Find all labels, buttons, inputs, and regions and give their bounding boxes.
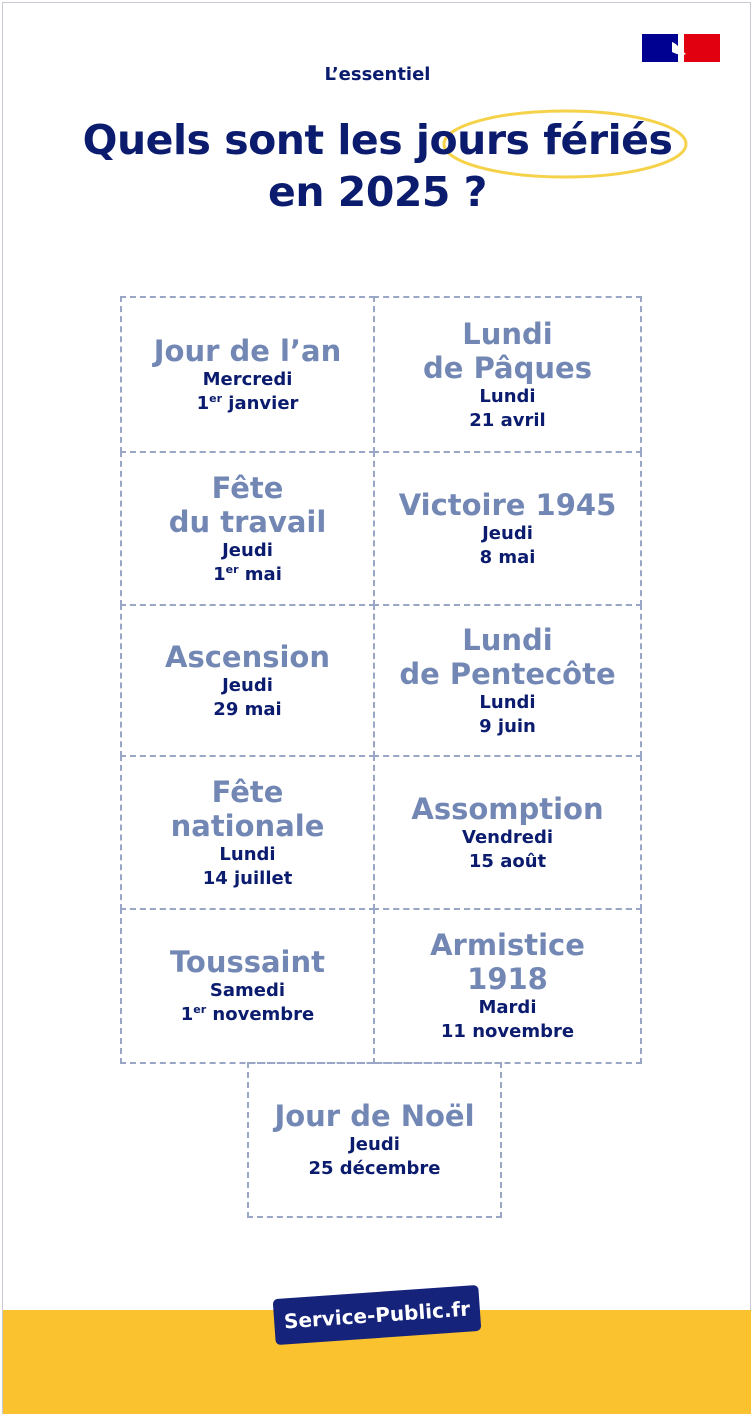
holiday-date: 1er mai: [213, 562, 282, 585]
french-flag-logo: [642, 34, 720, 62]
holiday-card-ascension: [120, 604, 375, 757]
holiday-name-line1: Armistice: [430, 928, 585, 962]
holiday-name-line2: de Pentecôte: [399, 656, 616, 691]
holiday-date: 8 mai: [479, 546, 536, 568]
holiday-name: Victoire 1945: [398, 487, 617, 522]
holiday-date: 1er novembre: [180, 1003, 315, 1025]
holiday-date: 15 août: [468, 850, 547, 872]
holiday-weekday: Jeudi: [222, 674, 273, 696]
holiday-weekday: Vendredi: [462, 826, 553, 848]
kicker-label: L’essentiel: [324, 64, 431, 85]
holiday-card-lundi-de-paques: [373, 296, 642, 453]
holiday-date: 25 décembre: [308, 1158, 441, 1179]
holiday-name-line1: Fête: [211, 470, 284, 505]
holiday-weekday: Mercredi: [202, 368, 293, 390]
holiday-weekday: Jeudi: [349, 1134, 400, 1155]
holiday-date: 21 avril: [469, 409, 546, 431]
holiday-name: Jour de Noël: [274, 1099, 475, 1133]
holiday-card-lundi-de-pentecote: [373, 604, 642, 757]
holiday-name-line1: Fête: [211, 774, 284, 809]
holiday-weekday: Jeudi: [482, 522, 533, 544]
holiday-name-line1: Lundi: [462, 316, 553, 351]
holiday-card-jour-de-noel: [247, 1062, 502, 1218]
holiday-name: Ascension: [165, 639, 330, 674]
holiday-date: 14 juillet: [202, 867, 293, 889]
holiday-weekday: Lundi: [219, 843, 276, 865]
holiday-name: Assomption: [411, 791, 604, 826]
holiday-name: Toussaint: [169, 945, 326, 979]
holiday-card-toussaint: [120, 908, 375, 1064]
title-line-2: en 2025 ?: [268, 168, 487, 216]
title-highlight: jours fériés: [415, 116, 673, 164]
holiday-grid: [120, 296, 642, 1179]
holiday-name: Jour de l’an: [153, 333, 342, 368]
holiday-card-armistice-1918: [373, 908, 642, 1064]
holiday-weekday: Lundi: [479, 691, 536, 713]
holiday-card-jour-de-lan: [120, 296, 375, 453]
holiday-date: 9 juin: [479, 715, 536, 737]
holiday-name-line2: 1918: [467, 962, 548, 996]
service-public-logo: Service-Public.fr: [273, 1285, 482, 1345]
holiday-name-line1: Lundi: [462, 622, 553, 657]
holiday-weekday: Lundi: [479, 385, 536, 407]
holiday-card-victoire-1945: [373, 451, 642, 606]
title-line-1: [0, 114, 755, 166]
holiday-name-line2: du travail: [168, 504, 327, 539]
holiday-name-line2: nationale: [170, 808, 325, 843]
holiday-weekday: Mardi: [478, 997, 537, 1018]
page-title: [0, 114, 755, 218]
holiday-card-fete-nationale: [120, 755, 375, 910]
holiday-name-line2: de Pâques: [423, 350, 592, 385]
holiday-weekday: Samedi: [209, 980, 286, 1001]
holiday-card-assomption: [373, 755, 642, 910]
holiday-date: 29 mai: [213, 698, 282, 720]
holiday-weekday: Jeudi: [222, 539, 273, 561]
title-prefix: Quels sont les: [82, 116, 416, 164]
holiday-date: 11 novembre: [440, 1021, 575, 1042]
holiday-date: 1er janvier: [196, 391, 299, 414]
holiday-card-fete-du-travail: [120, 451, 375, 606]
